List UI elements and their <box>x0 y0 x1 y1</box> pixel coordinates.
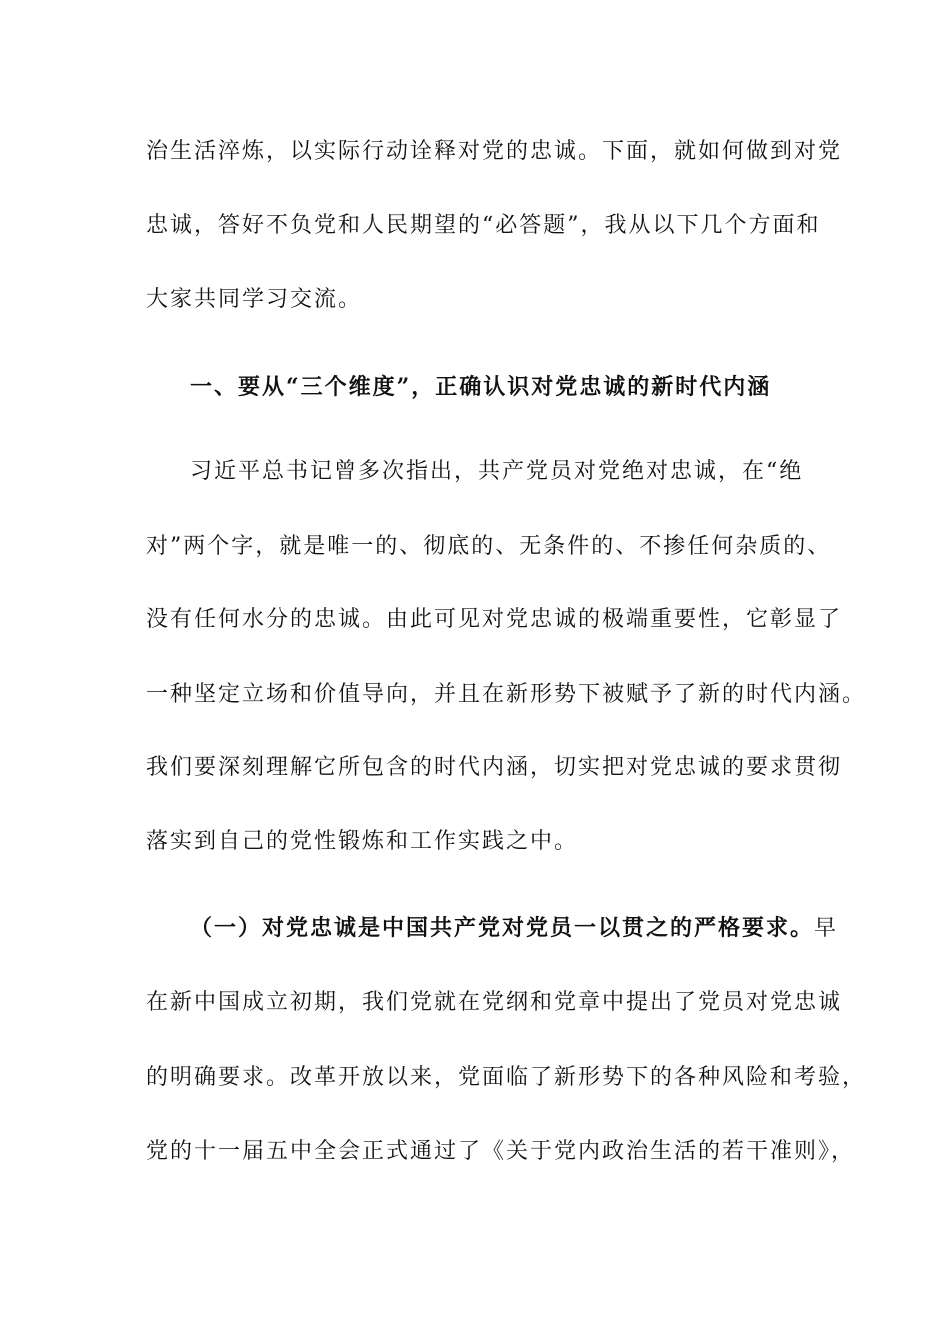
section-heading: 一、要从“三个维度”，正确认识对党忠诚的新时代内涵 <box>190 374 772 400</box>
paragraph-line-6: 落实到自己的党性锻炼和工作实践之中。 <box>146 829 579 854</box>
paragraph-line-4: 一种坚定立场和价值导向，并且在新形势下被赋予了新的时代内涵。 <box>146 682 867 707</box>
paragraph-line-2: 对”两个字，就是唯一的、彻底的、无条件的、不掺任何杂质的、 <box>146 534 832 559</box>
paragraph-line-1: 习近平总书记曾多次指出，共产党员对党绝对忠诚，在“绝 <box>190 459 804 484</box>
subsection-heading: （一）对党忠诚是中国共产党对党员一以贯之的严格要求。 <box>190 915 815 941</box>
intro-line-2: 忠诚，答好不负党和人民期望的“必答题”，我从以下几个方面和 <box>146 213 821 238</box>
paragraph-line-5: 我们要深刻理解它所包含的时代内涵，切实把对党忠诚的要求贯彻 <box>146 755 843 780</box>
subsection-lead-tail: 早 <box>814 916 839 941</box>
intro-line-3: 大家共同学习交流。 <box>146 287 363 312</box>
subsection-line-3: 党的十一届五中全会正式通过了《关于党内政治生活的若干准则》， <box>146 1139 856 1164</box>
subsection-lead-line <box>190 913 870 944</box>
subsection-line-1: 在新中国成立初期，我们党就在党纲和党章中提出了党员对党忠诚 <box>146 990 843 1015</box>
paragraph-line-3: 没有任何水分的忠诚。由此可见对党忠诚的极端重要性，它彰显了 <box>146 607 843 632</box>
subsection-line-2: 的明确要求。改革开放以来，党面临了新形势下的各种风险和考验， <box>146 1065 867 1090</box>
intro-line-1: 治生活淬炼，以实际行动诠释对党的忠诚。下面，就如何做到对党 <box>146 139 843 164</box>
